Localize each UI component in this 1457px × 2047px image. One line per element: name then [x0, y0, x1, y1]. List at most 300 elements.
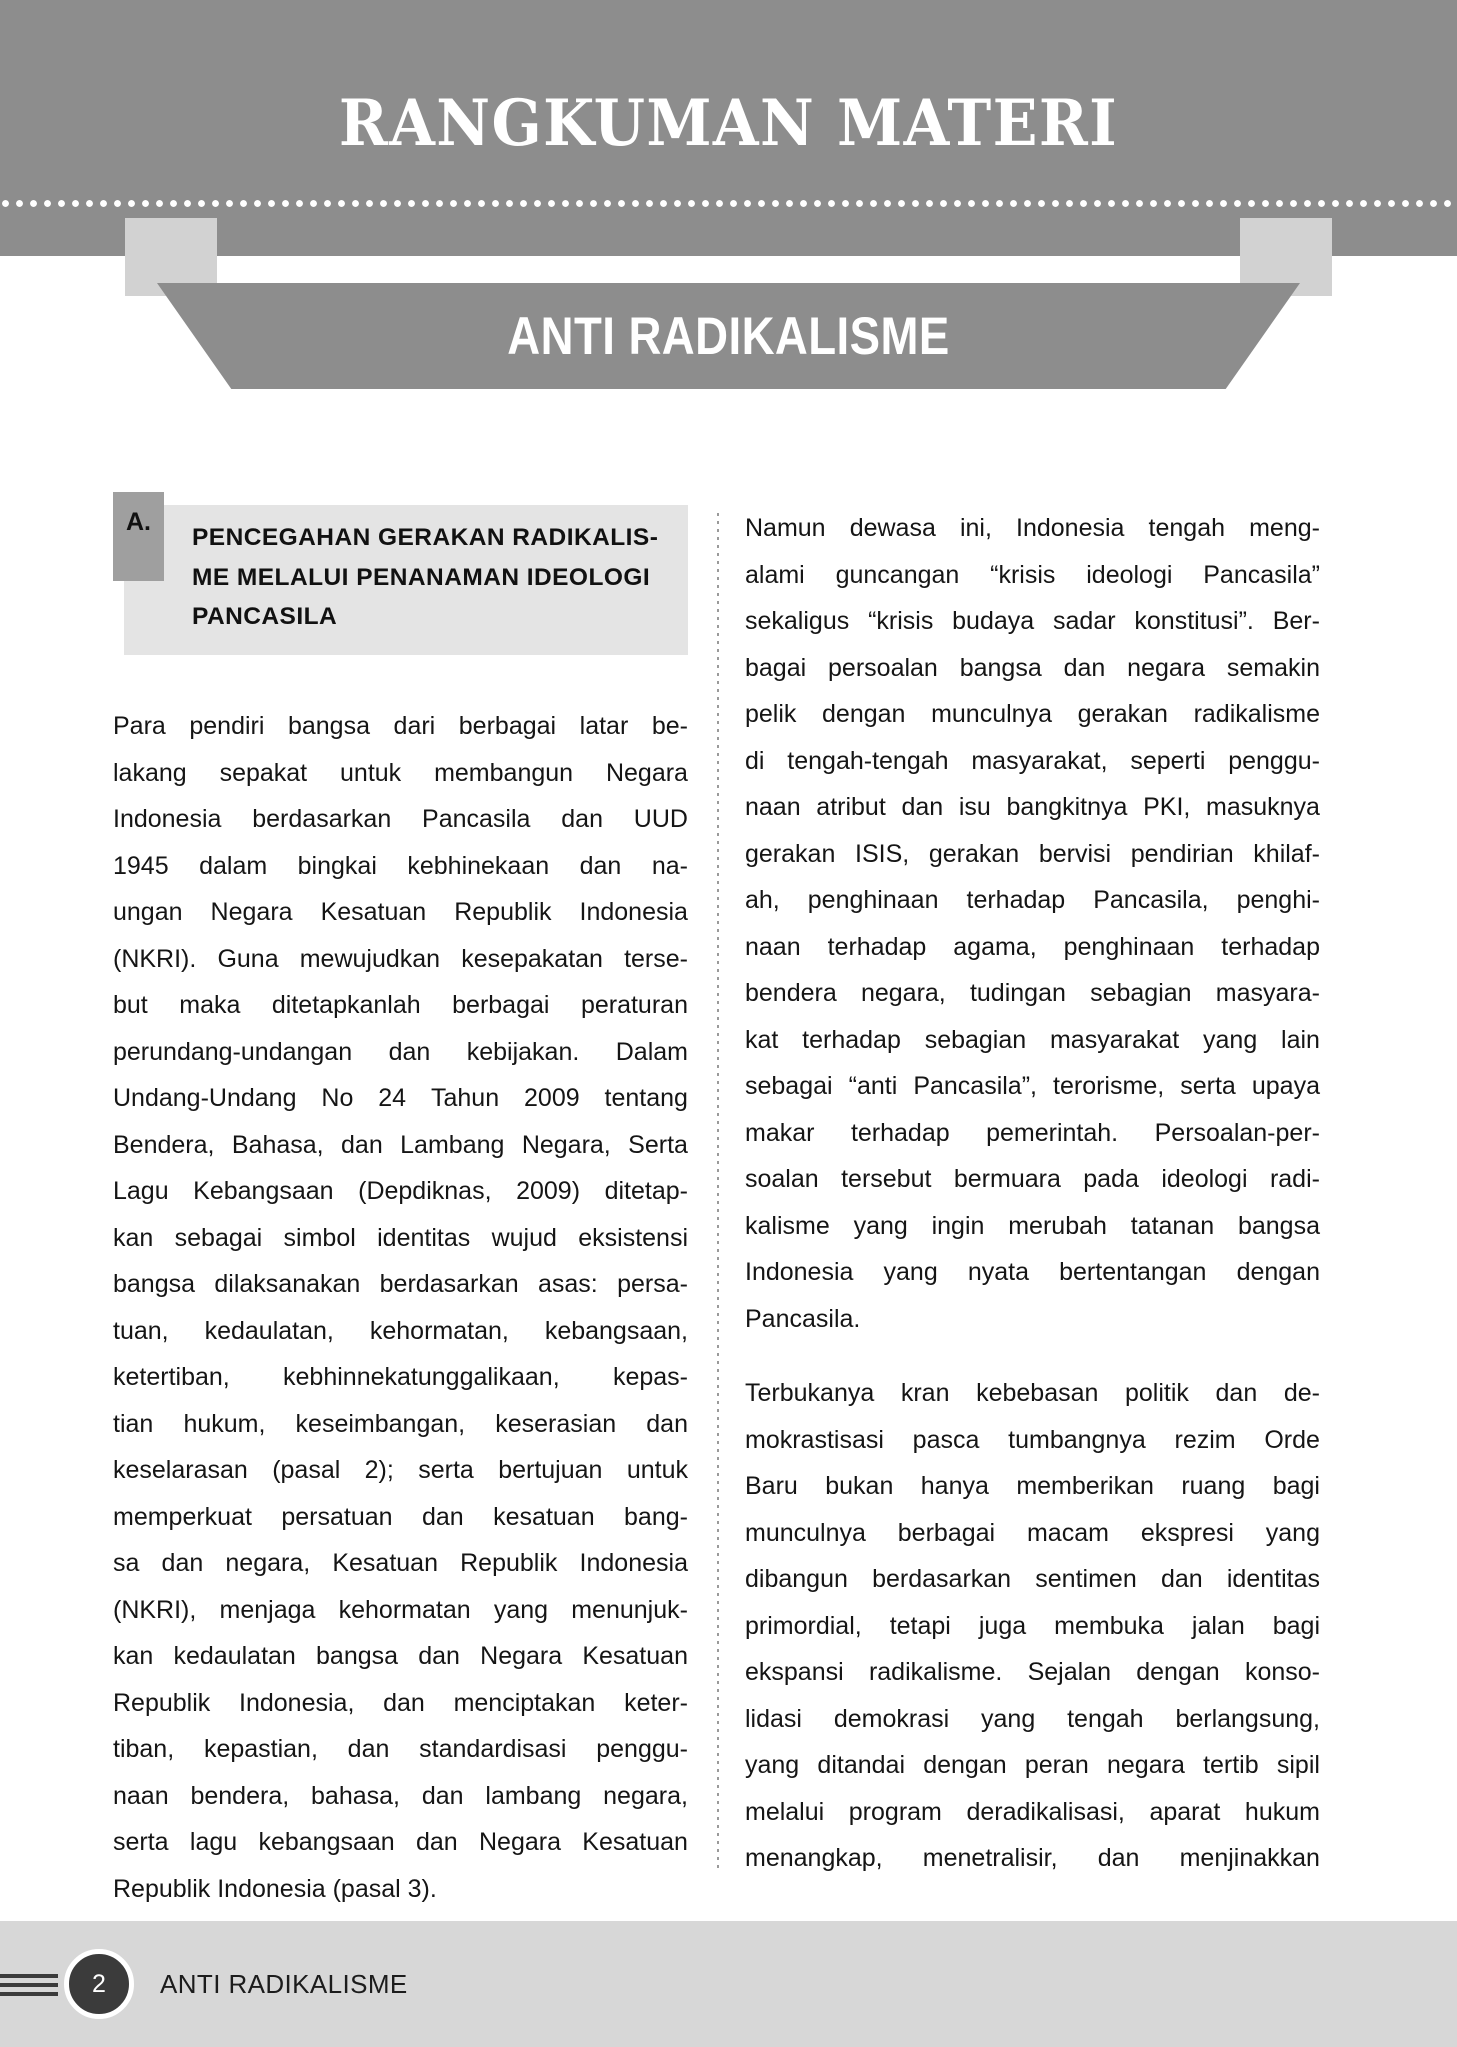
text-word: budaya	[952, 607, 1035, 635]
text-word: dengan	[1236, 1258, 1320, 1286]
text-line	[745, 1370, 1320, 1417]
text-line	[113, 843, 688, 890]
text-word: bingkai	[297, 851, 377, 880]
text-line	[113, 703, 688, 750]
column-divider	[717, 513, 719, 1873]
text-line	[113, 982, 688, 1029]
chapter-ribbon	[0, 256, 1457, 366]
text-word: memperkuat	[113, 1502, 252, 1531]
text-word: identitas	[1226, 1565, 1320, 1593]
text-word: terhadap	[850, 1118, 950, 1147]
text-word: sipil	[1276, 1751, 1320, 1779]
text-word: membuka	[1054, 1611, 1164, 1640]
text-word: nyata	[967, 1258, 1030, 1286]
text-word: alami	[745, 560, 805, 589]
text-word: tetapi	[889, 1611, 951, 1640]
text-word: dewasa	[849, 514, 936, 542]
text-word: pendirian	[1130, 839, 1234, 868]
text-word: be-	[651, 712, 688, 741]
text-word: keselarasan	[113, 1456, 248, 1485]
text-word: Kebangsaan	[193, 1177, 334, 1206]
text-word: standardisasi	[419, 1735, 567, 1764]
text-word: naan	[745, 932, 801, 961]
section-heading-text	[192, 518, 674, 637]
text-line	[113, 1587, 688, 1634]
text-line	[113, 1773, 688, 1820]
text-word: kedaulatan,	[204, 1316, 334, 1345]
text-word: Serta	[628, 1130, 688, 1159]
text-word: dan	[901, 793, 944, 821]
text-line	[113, 1494, 688, 1541]
text-word: pemerintah.	[986, 1118, 1119, 1147]
text-word: dan	[561, 805, 603, 834]
text-word: berbagai	[897, 1518, 996, 1547]
text-word: sebagian	[924, 1025, 1027, 1054]
text-word: naan	[745, 793, 801, 821]
text-word: kehormatan	[338, 1595, 471, 1624]
text-word: naan	[113, 1781, 169, 1810]
text-word: seperti	[1130, 746, 1206, 775]
text-line	[745, 1603, 1320, 1650]
text-word: tumbangnya	[1008, 1425, 1146, 1454]
text-word: eksistensi	[578, 1223, 688, 1252]
text-word: dan	[388, 1037, 431, 1066]
text-line	[745, 1110, 1320, 1157]
text-word: untuk	[626, 1456, 688, 1485]
text-word: Kesatuan	[582, 1828, 688, 1857]
text-word: Orde	[1264, 1425, 1320, 1454]
text-word: menangkap,	[745, 1844, 883, 1872]
text-word: maka	[179, 991, 241, 1020]
text-line	[113, 889, 688, 936]
text-word: (NKRI).	[113, 944, 197, 973]
text-word: masyarakat	[1049, 1025, 1180, 1054]
text-word: dan	[1160, 1565, 1203, 1593]
text-word: terhadap	[802, 1025, 901, 1054]
text-word: wujud	[491, 1223, 557, 1252]
text-word: persatuan	[281, 1502, 393, 1531]
text-word: bagi	[1272, 1611, 1320, 1640]
text-word: kebhinnekatunggalikaan,	[283, 1363, 560, 1392]
text-word: gerakan	[1077, 700, 1168, 728]
text-word: gerakan	[745, 839, 836, 868]
text-word: untuk	[340, 758, 402, 787]
text-word: gerakan	[928, 839, 1020, 868]
text-word: menjinakkan	[1179, 1844, 1320, 1872]
text-line	[745, 1789, 1320, 1836]
text-word: dan	[579, 851, 622, 880]
text-word: terhadap	[966, 886, 1066, 914]
text-line	[113, 1075, 688, 1122]
text-word: serta	[1180, 1072, 1236, 1100]
page-content	[0, 505, 1457, 1903]
text-word: bahasa,	[311, 1781, 400, 1810]
text-word: Kesatuan	[320, 898, 427, 927]
text-word: penggu-	[596, 1735, 688, 1764]
text-word: kran	[900, 1379, 950, 1407]
text-word: kebhinekaan	[407, 851, 550, 880]
chapter-title: ANTI RADIKALISME	[507, 306, 950, 366]
text-word: bertentangan	[1059, 1258, 1207, 1286]
banner-title: RANGKUMAN MATERI	[338, 86, 1119, 161]
text-word: lain	[1281, 1025, 1320, 1054]
text-line	[113, 1029, 688, 1076]
text-word: Indonesia	[1016, 514, 1125, 542]
text-word: dan	[1097, 1844, 1140, 1872]
text-word: bukan	[825, 1472, 894, 1500]
text-word: kedaulatan	[173, 1642, 296, 1671]
text-line	[113, 1354, 688, 1401]
text-word: keter-	[624, 1688, 688, 1717]
text-word: Republik	[454, 898, 552, 927]
section-heading-line: PENCEGAHAN GERAKAN RADIKALIS-	[192, 524, 659, 551]
text-word: dilaksanakan	[214, 1270, 361, 1299]
text-word: Indonesia	[745, 1258, 854, 1286]
text-line	[745, 924, 1320, 971]
text-word: kebangsaan,	[544, 1316, 688, 1345]
text-word: radikalisme.	[868, 1658, 1003, 1686]
text-word: bermuara	[953, 1165, 1061, 1193]
text-word: “krisis	[868, 607, 934, 635]
text-word: serta	[418, 1456, 474, 1485]
text-word: negara	[1107, 1751, 1185, 1779]
text-line	[745, 1063, 1320, 1110]
text-word: pada	[1083, 1165, 1139, 1193]
text-word: kehormatan,	[369, 1316, 509, 1345]
text-word: hanya	[920, 1472, 989, 1500]
text-line	[745, 1696, 1320, 1743]
text-word: dan	[646, 1409, 688, 1438]
text-word: program	[848, 1797, 942, 1826]
text-line	[745, 831, 1320, 878]
text-word: lakang	[113, 758, 187, 787]
text-word: dari	[393, 712, 436, 741]
text-word: dalam	[199, 851, 268, 880]
text-line	[113, 750, 688, 797]
text-word: yang	[1203, 1025, 1258, 1054]
text-line	[113, 1447, 688, 1494]
text-word: kebijakan.	[466, 1037, 580, 1066]
text-word: lidasi	[745, 1704, 802, 1733]
text-word: bangsa	[287, 712, 370, 741]
text-word: penghi-	[1236, 886, 1320, 914]
text-line	[745, 598, 1320, 645]
text-word: Namun	[745, 514, 826, 542]
text-word: kebangsaan	[258, 1828, 395, 1857]
text-word: “anti	[848, 1072, 898, 1100]
page-footer	[0, 1921, 1457, 2047]
text-word: masuknya	[1206, 793, 1320, 821]
text-word: terorisme,	[1053, 1072, 1165, 1100]
text-word: negara,	[603, 1781, 688, 1810]
text-line	[745, 1510, 1320, 1557]
text-line: Pancasila.	[745, 1304, 861, 1333]
text-word: kat	[745, 1025, 779, 1054]
text-word: 2009	[524, 1084, 580, 1113]
page-header-banner	[0, 0, 1457, 256]
text-word: berdasarkan	[379, 1270, 519, 1299]
left-column	[113, 505, 688, 1912]
text-word: dan	[161, 1549, 204, 1578]
text-word: Terbukanya	[745, 1379, 875, 1407]
text-word: mokrastisasi	[745, 1425, 884, 1454]
text-word: melalui	[745, 1797, 825, 1826]
text-word: negara,	[225, 1549, 311, 1578]
text-word: Bendera,	[113, 1130, 215, 1159]
text-word: tertib	[1203, 1751, 1259, 1779]
text-word: tatanan	[1130, 1211, 1215, 1240]
text-word: tiban,	[113, 1735, 175, 1764]
text-word: hukum	[1244, 1797, 1320, 1826]
text-word: pelik	[745, 700, 797, 728]
text-word: menunjuk-	[571, 1595, 688, 1624]
text-word: radi-	[1269, 1165, 1320, 1193]
text-word: terhadap	[827, 932, 927, 961]
text-word: Indonesia,	[239, 1688, 355, 1717]
text-word: ketertiban,	[113, 1363, 230, 1392]
text-line	[745, 1556, 1320, 1603]
text-line	[745, 552, 1320, 599]
text-word: Negara	[479, 1828, 561, 1857]
text-word: yang	[981, 1704, 1036, 1733]
text-word: berdasarkan	[252, 805, 392, 834]
text-word: lagu	[189, 1828, 238, 1857]
text-word: Sejalan	[1027, 1658, 1111, 1686]
text-word: radikalisme	[1193, 700, 1320, 728]
paragraph	[745, 1370, 1320, 1882]
text-word: Negara	[480, 1642, 563, 1671]
text-word: Pancasila,	[1093, 886, 1209, 914]
text-line	[113, 1633, 688, 1680]
footer-rule-line	[0, 1983, 58, 1987]
text-word: agama,	[953, 932, 1037, 961]
text-line	[113, 1308, 688, 1355]
text-word: bangsa	[959, 653, 1042, 682]
text-word: ideologi	[1161, 1165, 1248, 1193]
text-word: kepas-	[612, 1363, 688, 1392]
text-word: primordial,	[745, 1611, 862, 1640]
text-word: ideologi	[1086, 560, 1173, 589]
text-line	[113, 1540, 688, 1587]
text-word: (Depdiknas,	[358, 1177, 492, 1206]
text-word: ini,	[959, 514, 992, 542]
text-word: munculnya	[931, 700, 1052, 728]
footer-chapter-label: ANTI RADIKALISME	[160, 1969, 408, 1999]
text-word: sebagai	[174, 1223, 263, 1252]
text-line	[113, 1819, 688, 1866]
footer-rule-line	[0, 1974, 58, 1978]
text-word: Kesatuan	[332, 1549, 438, 1578]
text-word: kalisme	[745, 1211, 830, 1240]
text-word: upaya	[1251, 1072, 1320, 1100]
text-word: bendera,	[190, 1781, 290, 1810]
text-word: kebebasan	[976, 1379, 1099, 1407]
text-word: hukum,	[183, 1409, 266, 1438]
text-word: bangsa	[113, 1270, 196, 1299]
text-line	[745, 784, 1320, 831]
section-heading-line: ME MELALUI PENANAMAN IDEOLOGI	[192, 563, 651, 591]
text-word: terse-	[624, 944, 688, 973]
text-word: konso-	[1244, 1658, 1320, 1686]
text-word: Pancasila”	[1203, 560, 1320, 589]
text-word: dan	[415, 1828, 458, 1857]
text-word: pasca	[912, 1425, 980, 1454]
text-word: persoalan	[828, 653, 938, 682]
text-word: tengah-tengah	[787, 746, 949, 775]
text-word: dengan	[1136, 1658, 1220, 1686]
text-word: menjaga	[219, 1595, 316, 1624]
text-line	[745, 1203, 1320, 1250]
text-word: atribut	[816, 793, 886, 821]
text-word: Undang-Undang	[113, 1084, 297, 1113]
text-word: negara	[1127, 653, 1206, 682]
text-word: tudingan	[969, 979, 1066, 1007]
footer-rule-line	[0, 1992, 58, 1996]
text-line	[745, 691, 1320, 738]
text-word: deradikalisasi,	[966, 1797, 1125, 1826]
section-heading	[124, 505, 688, 655]
text-word: soalan	[745, 1165, 819, 1193]
text-line	[113, 1168, 688, 1215]
text-word: masyarakat,	[971, 746, 1108, 775]
text-word: Indonesia	[113, 805, 222, 834]
text-word: tengah	[1148, 514, 1226, 542]
text-word: konstitusi”.	[1134, 607, 1254, 635]
text-word: berbagai	[452, 991, 550, 1020]
text-word: kesatuan	[493, 1502, 595, 1531]
text-word: UUD	[633, 805, 688, 834]
text-word: Lambang	[400, 1130, 505, 1159]
text-word: negara,	[860, 979, 946, 1007]
text-word: tuan,	[113, 1316, 169, 1345]
text-word: Negara	[605, 758, 688, 787]
text-word: politik	[1125, 1379, 1189, 1407]
text-word: khilaf-	[1253, 839, 1320, 868]
text-word: sekaligus	[745, 607, 850, 635]
text-word: dibangun	[745, 1565, 848, 1593]
text-line	[745, 738, 1320, 785]
text-word: yang	[493, 1595, 549, 1624]
text-word: perundang-undangan	[113, 1037, 353, 1066]
text-word: lambang	[485, 1781, 582, 1810]
text-word: Ber-	[1272, 607, 1320, 635]
ribbon-body	[0, 283, 1457, 389]
text-line	[113, 1215, 688, 1262]
text-line	[745, 1249, 1320, 1296]
text-word: Negara,	[521, 1130, 611, 1159]
paragraph	[113, 703, 688, 1912]
text-word: ditandai	[817, 1751, 905, 1779]
text-word: memberikan	[1016, 1472, 1154, 1500]
text-word: “krisis	[990, 560, 1056, 589]
text-word: dan	[418, 1642, 460, 1671]
text-word: sentimen	[1035, 1565, 1137, 1593]
text-word: menciptakan	[453, 1688, 596, 1717]
text-word: yang	[1265, 1518, 1320, 1547]
text-line	[113, 936, 688, 983]
text-word: terhadap	[1221, 932, 1320, 961]
text-word: berbagai	[458, 712, 557, 741]
text-word: 2009)	[516, 1177, 581, 1206]
text-word: ISIS,	[855, 839, 910, 868]
text-word: persa-	[617, 1270, 688, 1299]
text-word: makar	[745, 1118, 815, 1147]
text-word: Tahun	[430, 1084, 500, 1113]
text-word: tengah	[1067, 1704, 1144, 1733]
text-word: de-	[1283, 1379, 1320, 1407]
text-word: bendera	[745, 979, 837, 1007]
text-word: Indonesia	[579, 898, 688, 927]
text-word: kesepakatan	[461, 944, 603, 973]
text-word: Republik	[113, 1688, 211, 1717]
text-word: ditetapkanlah	[271, 991, 421, 1020]
text-word: peraturan	[580, 991, 688, 1020]
text-word: bang-	[624, 1502, 688, 1531]
text-word: identitas	[377, 1223, 471, 1252]
text-word: yang	[745, 1751, 800, 1779]
text-word: ungan	[113, 898, 183, 927]
text-word: penghinaan	[1063, 932, 1195, 961]
text-word: munculnya	[745, 1518, 866, 1547]
text-word: dan	[341, 1130, 383, 1159]
text-word: Lagu	[113, 1177, 169, 1206]
text-word: penghinaan	[807, 886, 939, 914]
text-word: but	[113, 991, 148, 1020]
text-word: Kesatuan	[582, 1642, 688, 1671]
text-word: Bahasa,	[231, 1130, 324, 1159]
text-word: latar	[579, 712, 629, 741]
text-word: Guna	[217, 944, 279, 973]
page-number-badge: 2	[64, 1949, 134, 2019]
text-word: tersebut	[841, 1165, 932, 1193]
text-word: juga	[978, 1611, 1027, 1640]
text-word: Pancasila”,	[913, 1072, 1037, 1100]
text-word: Para	[113, 712, 166, 741]
text-word: bangsa	[1237, 1211, 1320, 1240]
text-word: aparat	[1149, 1797, 1221, 1826]
text-word: sebagai	[745, 1072, 833, 1100]
footer-rules-decoration	[0, 1974, 58, 1996]
text-word: serta	[113, 1828, 169, 1857]
text-word: dan	[1215, 1379, 1258, 1407]
text-word: meng-	[1249, 514, 1320, 542]
text-line	[113, 1261, 688, 1308]
text-word: sa	[113, 1549, 140, 1578]
text-word: dan	[421, 1781, 464, 1810]
text-word: bagai	[745, 653, 807, 682]
text-word: yang	[883, 1258, 938, 1286]
text-line	[113, 796, 688, 843]
text-word: ah,	[745, 886, 780, 914]
text-word: dengan	[923, 1751, 1007, 1779]
dotted-rule-decoration	[0, 198, 1457, 209]
text-line	[745, 1156, 1320, 1203]
text-word: PKI,	[1143, 793, 1191, 821]
section-heading-line: PANCASILA	[192, 603, 338, 631]
text-line	[113, 1680, 688, 1727]
text-word: 2);	[364, 1456, 394, 1485]
text-word: Republik	[460, 1549, 558, 1578]
text-line	[745, 1017, 1320, 1064]
text-line	[745, 1649, 1320, 1696]
text-word: bertujuan	[498, 1456, 603, 1485]
text-word: keseimbangan,	[295, 1409, 466, 1438]
text-word: bagi	[1272, 1472, 1320, 1500]
text-word: isu	[958, 793, 991, 821]
text-word: merubah	[1008, 1211, 1107, 1240]
text-word: Dalam	[615, 1037, 688, 1066]
text-word: jalan	[1191, 1611, 1245, 1640]
